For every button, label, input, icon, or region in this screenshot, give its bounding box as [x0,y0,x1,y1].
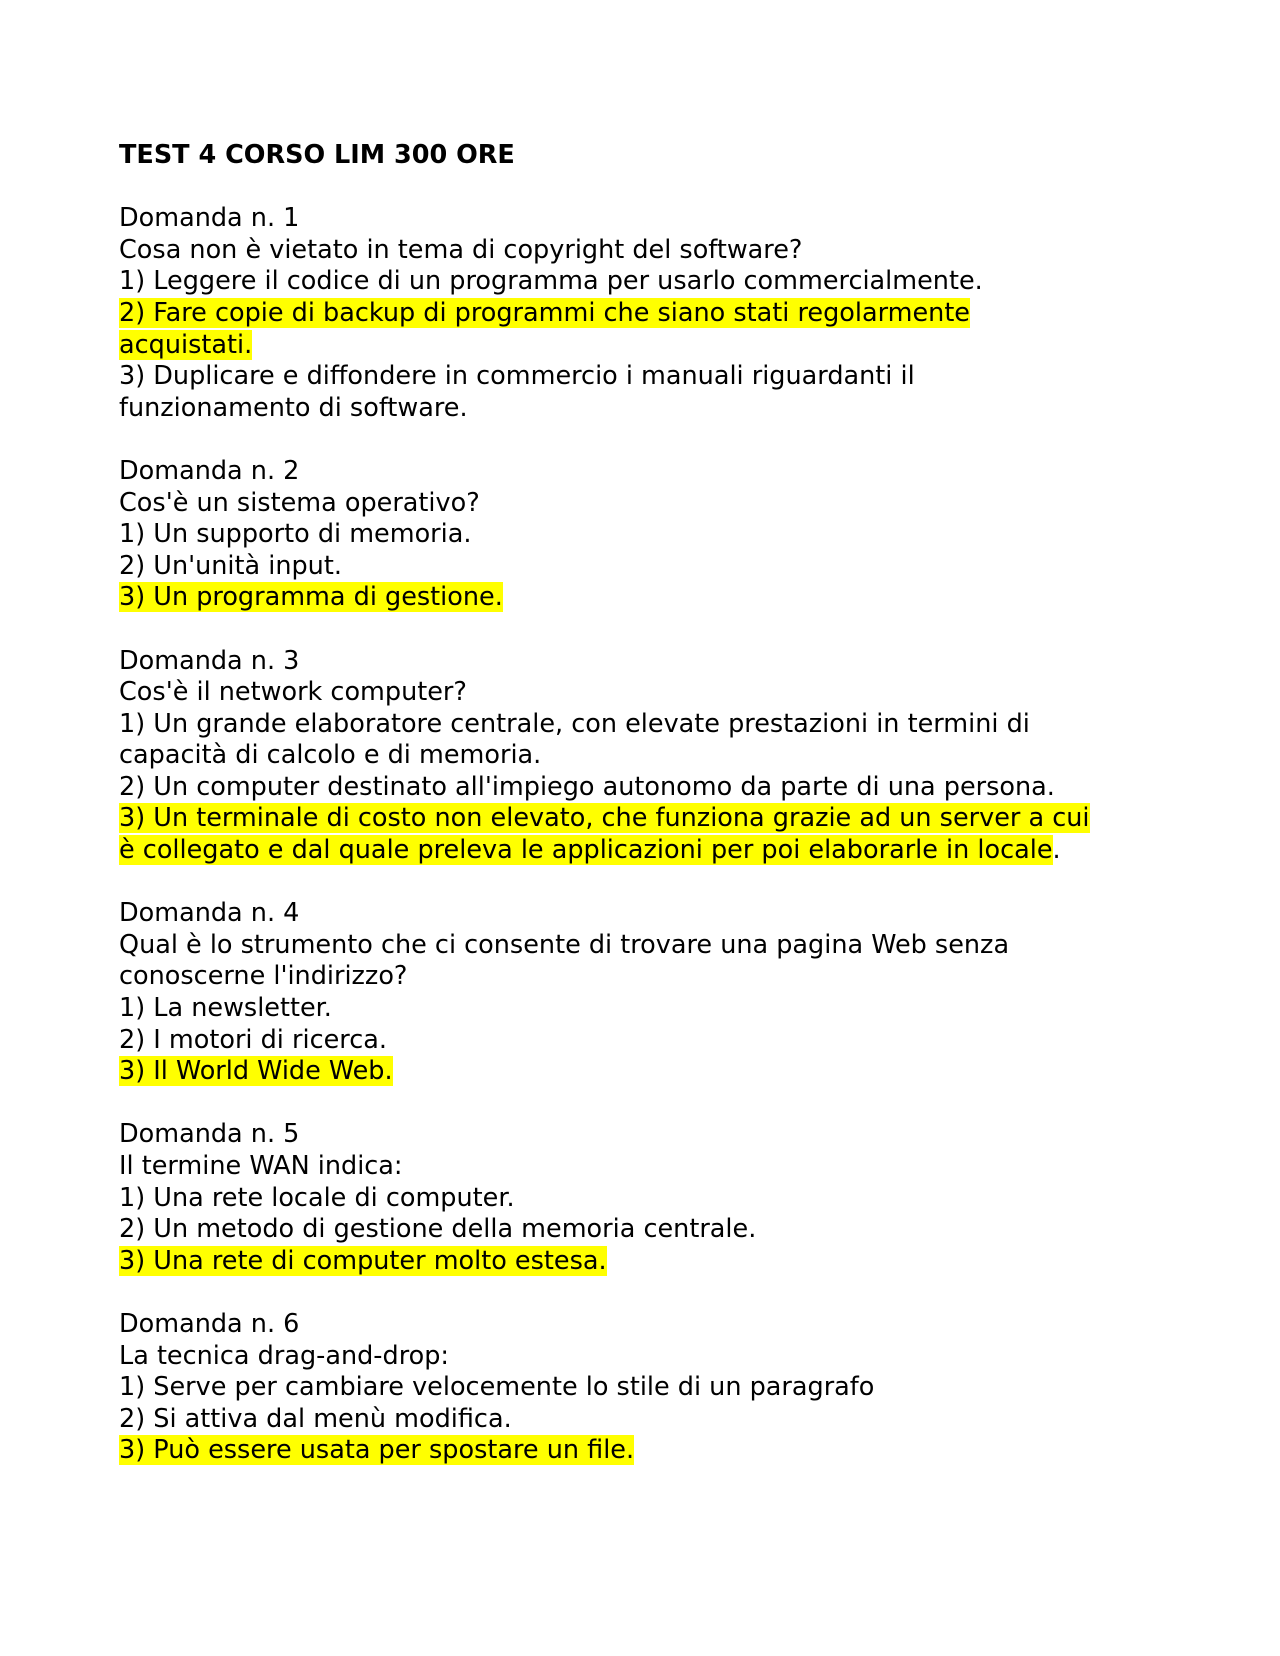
answer-line [119,298,1179,330]
line-text: 1) Un grande elaboratore centrale, con elevate prestazioni in termini di [119,708,1030,739]
answer-line [119,551,1179,583]
question-text-line [119,677,1179,709]
line-text: Cos'è un sistema operativo? [119,487,480,518]
question-label: Domanda n. 2 [119,455,300,486]
question-block [119,1119,1179,1277]
answer-line [119,1183,1179,1215]
question-label: Domanda n. 1 [119,203,300,234]
highlighted-answer-text: 3) Un programma di gestione. [119,582,503,613]
highlighted-answer-text: 3) Può essere usata per spostare un file. [119,1435,635,1466]
document-page [119,140,1179,1499]
line-text: 1) Un supporto di memoria. [119,519,472,550]
question-label: Domanda n. 3 [119,645,300,676]
question-label: Domanda n. 4 [119,898,300,929]
highlighted-answer-text: 3) Il World Wide Web. [119,1056,393,1087]
line-text: 2) Si attiva dal menù modifica. [119,1403,512,1434]
highlighted-answer-text: acquistati. [119,329,253,360]
answer-line [119,1025,1179,1057]
page-title: TEST 4 CORSO LIM 300 ORE [119,140,515,170]
highlighted-answer-text: 3) Una rete di computer molto estesa. [119,1245,607,1276]
highlighted-answer-text: 2) Fare copie di backup di programmi che siano stati regolarmente [119,297,971,328]
line-text: La tecnica drag-and-drop: [119,1340,449,1371]
line-text: Cosa non è vietato in tema di copyright del software? [119,234,803,265]
line-text: 1) Leggere il codice di un programma per usarlo commercialmente. [119,266,983,297]
line-text: 3) Duplicare e diffondere in commercio i manuali riguardanti il [119,361,915,392]
answer-line [119,582,1179,614]
question-text-line [119,1151,1179,1183]
line-text: Qual è lo strumento che ci consente di trovare una pagina Web senza [119,929,1010,960]
question-block [119,456,1179,614]
line-text: 1) Serve per cambiare velocemente lo stile di un paragrafo [119,1372,875,1403]
highlighted-answer-text: è collegato e dal quale preleva le applicazioni per poi elaborarle in locale [119,835,1053,866]
answer-line [119,1372,1179,1404]
line-text: 1) La newsletter. [119,993,332,1024]
line-text: 1) Una rete locale di computer. [119,1182,515,1213]
question-label: Domanda n. 6 [119,1308,300,1339]
answer-line [119,361,1179,393]
question-block [119,1309,1179,1467]
line-text: conoscerne l'indirizzo? [119,961,408,992]
question-label: Domanda n. 5 [119,1119,300,1150]
line-tail-text: . [1052,835,1061,866]
question-block [119,898,1179,1088]
answer-line [119,1435,1179,1467]
questions-list [119,203,1179,1467]
answer-line [119,519,1179,551]
highlighted-answer-text: 3) Un terminale di costo non elevato, che funziona grazie ad un server a cui [119,803,1090,834]
question-block [119,646,1179,867]
answer-line [119,835,1179,867]
answer-line [119,330,1179,362]
answer-line [119,1214,1179,1246]
line-text: 2) Un'unità input. [119,550,342,581]
line-text: funzionamento di software. [119,392,468,423]
answer-line [119,772,1179,804]
answer-line [119,803,1179,835]
answer-line [119,740,1179,772]
line-text: 2) Un metodo di gestione della memoria centrale. [119,1214,757,1245]
line-text: 2) I motori di ricerca. [119,1024,387,1055]
answer-line [119,709,1179,741]
question-text-line [119,488,1179,520]
answer-line [119,961,1179,993]
line-text: 2) Un computer destinato all'impiego autonomo da parte di una persona. [119,771,1055,802]
question-text-line [119,1341,1179,1373]
answer-line [119,266,1179,298]
answer-line [119,1404,1179,1436]
answer-line [119,1246,1179,1278]
answer-line [119,993,1179,1025]
question-text-line [119,235,1179,267]
answer-line [119,1056,1179,1088]
question-text-line [119,930,1179,962]
line-text: Cos'è il network computer? [119,677,467,708]
question-block [119,203,1179,424]
line-text: capacità di calcolo e di memoria. [119,740,542,771]
answer-line [119,393,1179,425]
line-text: Il termine WAN indica: [119,1151,403,1181]
